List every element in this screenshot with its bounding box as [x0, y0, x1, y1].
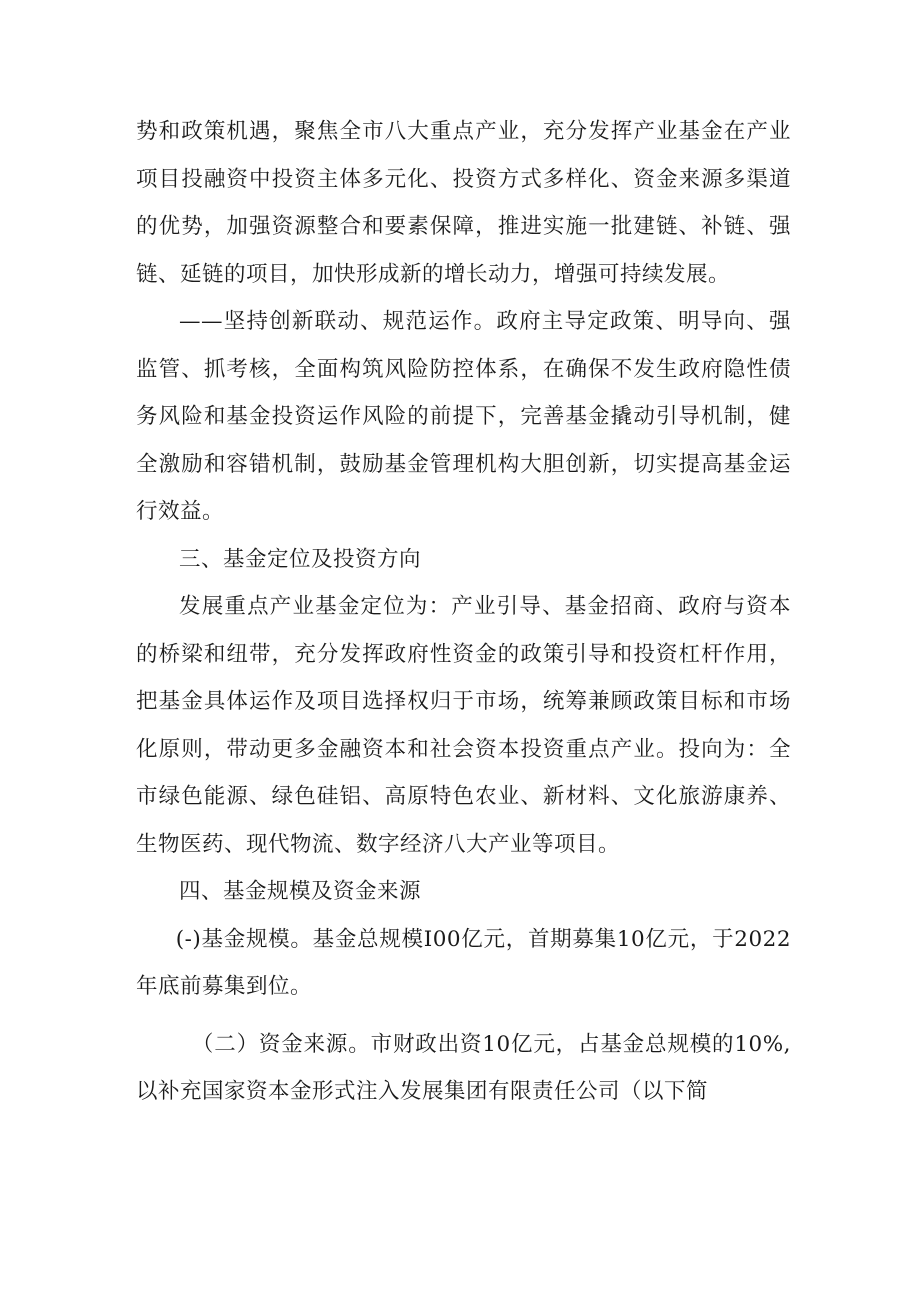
paragraph-innovation-principle: ——坚持创新联动、规范运作。政府主导定政策、明导向、强监管、抓考核，全面构筑风险防控体系，在确保不发生政府隐性债务风险和基金投资运作风险的前提下，完善基金撬动引导机制，健全激励和容错机制，鼓励基金管理机构大胆创新，切实提高基金运行效益。 [136, 309, 791, 524]
section-heading-scale-sources: 四、基金规模及资金来源 [179, 879, 422, 904]
document-body [136, 108, 791, 1116]
section-heading-positioning: 三、基金定位及投资方向 [179, 546, 422, 572]
paragraph-fund-positioning: 发展重点产业基金定位为：产业引导、基金招商、政府与资本的桥梁和纽带，充分发挥政府性资金的政策引导和投资杠杆作用，把基金具体运作及项目选择权归于市场，统筹兼顾政策目标和市场化原则，带动更多金融资本和社会资本投资重点产业。投向为：全市绿色能源、绿色硅铝、高原特色农业、新材料、文化旅游康养、生物医药、现代物流、数字经济八大产业等项目。 [136, 594, 791, 857]
paragraph-fund-sources: （二）资金来源。市财政出资10亿元，占基金总规模的10%,以补充国家资本金形式注入发展集团有限责任公司（以下简 [136, 1031, 791, 1104]
paragraph-continued: 势和政策机遇，聚焦全市八大重点产业，充分发挥产业基金在产业项目投融资中投资主体多元化、投资方式多样化、资金来源多渠道的优势，加强资源整合和要素保障，推进实施一批建链、补链、强链、延链的项目，加快形成新的增长动力，增强可持续发展。 [136, 119, 791, 287]
paragraph-fund-scale: (-)基金规模。基金总规模I00亿元，首期募集10亿元，于2022年底前募集到位。 [136, 926, 791, 999]
